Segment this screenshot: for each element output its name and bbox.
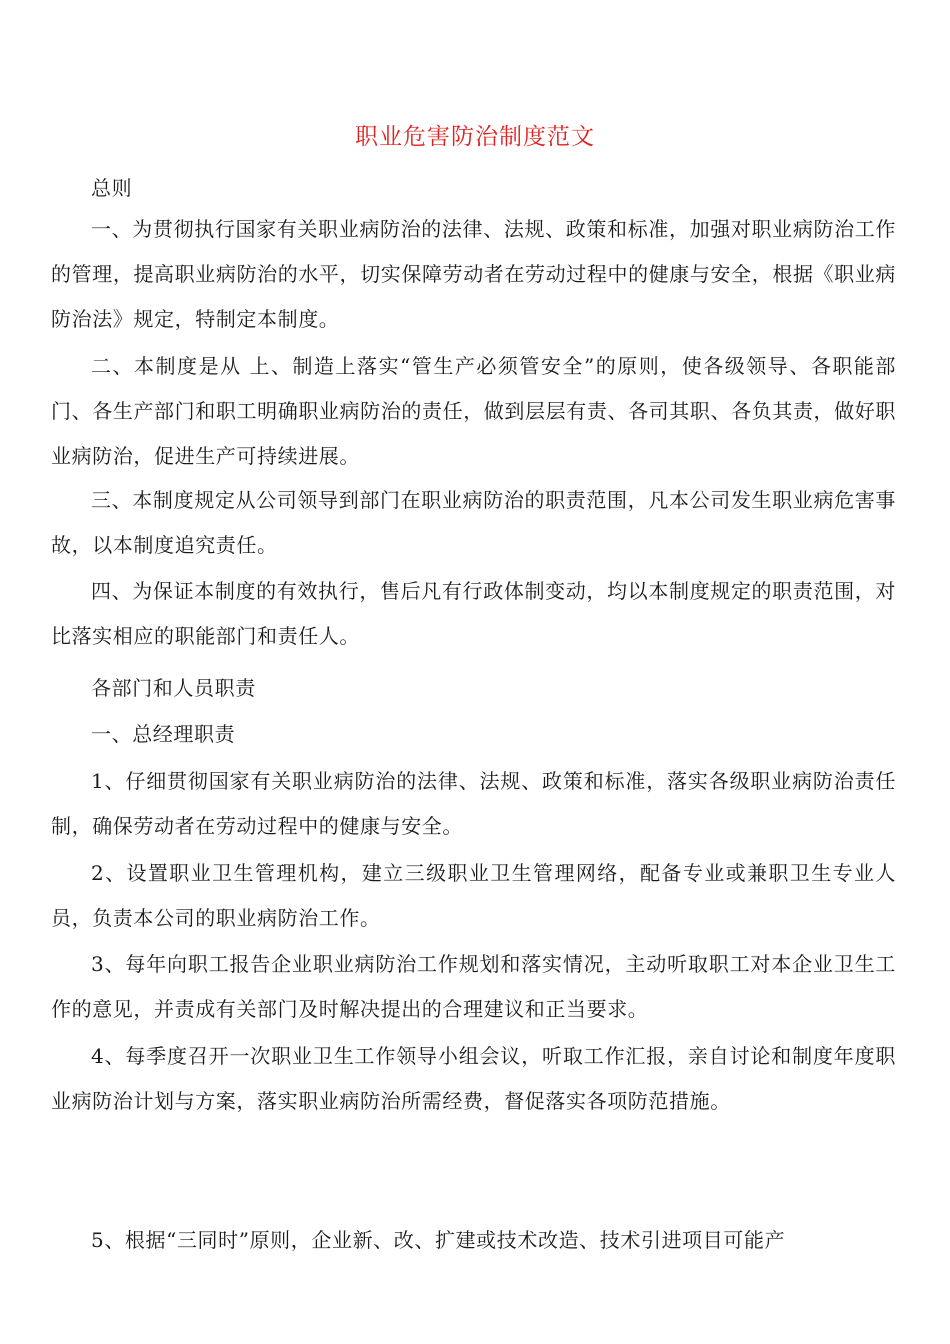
document-title: 职业危害防治制度范文 (355, 124, 595, 150)
paragraph-general-3: 三、本制度规定从公司领导到部门在职业病防治的职责范围，凡本公司发生职业病危害事故，以本制度追究责任。 (51, 488, 896, 557)
paragraph-gm-5: 5、根据“三同时”原则，企业新、改、扩建或技术改造、技术引进项目可能产 (91, 1228, 786, 1252)
section-heading-general: 总则 (91, 176, 133, 200)
paragraph-general-1: 一、为贯彻执行国家有关职业病防治的法律、法规、政策和标准，加强对职业病防治工作的管理，提高职业病防治的水平，切实保障劳动者在劳动过程中的健康与安全，根据《职业病防治法》规定，特制定本制度。 (51, 217, 896, 331)
paragraph-general-2: 二、本制度是从 上、制造上落实“管生产必须管安全”的原则，使各级领导、各职能部门、各生产部门和职工明确职业病防治的责任，做到层层有责、各司其职、各负其责，做好职业病防治，促进生产可持续进展。 (51, 354, 896, 468)
paragraph-gm-2: 2、设置职业卫生管理机构，建立三级职业卫生管理网络，配备专业或兼职卫生专业人员，负责本公司的职业病防治工作。 (51, 861, 896, 930)
paragraph-gm-3: 3、每年向职工报告企业职业病防治工作规划和落实情况，主动听取职工对本企业卫生工作的意见，并责成有关部门及时解决提出的合理建议和正当要求。 (51, 952, 896, 1021)
paragraph-gm-4: 4、每季度召开一次职业卫生工作领导小组会议，听取工作汇报，亲自讨论和制度年度职业病防治计划与方案，落实职业病防治所需经费，督促落实各项防范措施。 (51, 1044, 896, 1113)
section-heading-duties: 各部门和人员职责 (91, 676, 256, 700)
paragraph-general-4: 四、为保证本制度的有效执行，售后凡有行政体制变动，均以本制度规定的职责范围，对比落实相应的职能部门和责任人。 (51, 579, 896, 648)
section-heading-gm: 一、总经理职责 (91, 722, 236, 746)
paragraph-gm-1: 1、仔细贯彻国家有关职业病防治的法律、法规、政策和标准，落实各级职业病防治责任制，确保劳动者在劳动过程中的健康与安全。 (51, 769, 896, 838)
